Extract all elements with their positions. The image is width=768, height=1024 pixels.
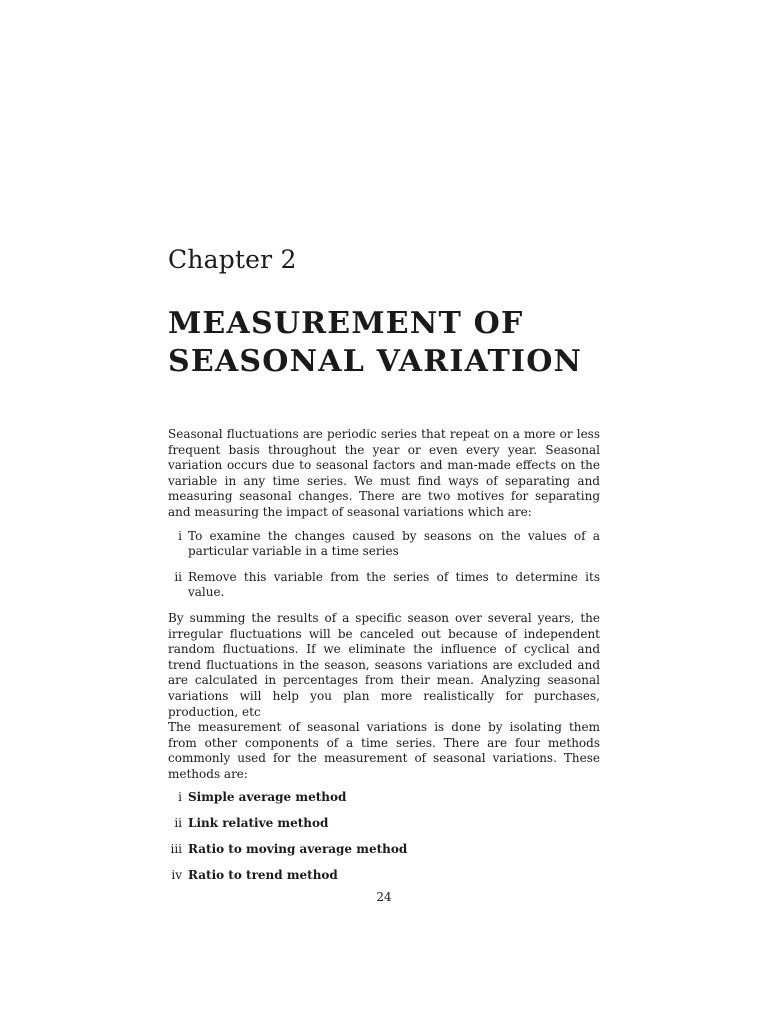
list-item-number: i: [178, 790, 182, 805]
paragraph-3: The measurement of seasonal variations is done by isolating them from other components of a time series. There are four methods commonly used for the measurement of seasonal variations. These methods are:: [168, 720, 600, 781]
chapter-title: [168, 305, 608, 381]
list-item-text: Remove this variable from the series of times to determine its value.: [188, 569, 600, 600]
list-item: [168, 570, 600, 601]
intro-paragraph: Seasonal fluctuations are periodic series that repeat on a more or less frequent basis throughout the year or even every year. Seasonal variation occurs due to seasonal factors and man-made effects on the variable in any time series. We must find ways of separating and measuring seasonal changes. There are two motives for separating and measuring the impact of seasonal variations which are:: [168, 427, 600, 519]
page-number: 24: [376, 890, 392, 904]
chapter-label: Chapter 2: [168, 245, 297, 274]
list-item: [168, 816, 600, 832]
list-item-number: ii: [174, 569, 182, 584]
chapter-title-line-2: SEASONAL VARIATION: [168, 344, 583, 379]
list-item-text: Ratio to trend method: [188, 868, 338, 883]
chapter-body: [168, 427, 600, 884]
reasons-list: [168, 529, 600, 601]
list-item-number: ii: [174, 816, 182, 831]
methods-list: [168, 790, 600, 884]
list-item: [168, 529, 600, 560]
list-item-number: iv: [171, 868, 182, 883]
paragraph-2: By summing the results of a specific season over several years, the irregular fluctuations will be canceled out because of independent random fluctuations. If we eliminate the influence of cyclical and trend fluctuations in the season, seasons variations are excluded and are calculated in percentages from their mean. Analyzing seasonal variations will help you plan more realistically for purchases, production, etc: [168, 610, 600, 719]
list-item: [168, 868, 600, 884]
chapter-title-line-1: MEASUREMENT OF: [168, 306, 524, 341]
list-item: [168, 842, 600, 858]
list-item-text: To examine the changes caused by seasons on the values of a particular variable in a time series: [188, 528, 600, 559]
list-item: [168, 790, 600, 806]
list-item-text: Link relative method: [188, 816, 329, 831]
list-item-text: Ratio to moving average method: [188, 842, 408, 857]
list-item-text: Simple average method: [188, 790, 347, 805]
list-item-number: iii: [170, 842, 182, 857]
list-item-number: i: [178, 528, 182, 543]
